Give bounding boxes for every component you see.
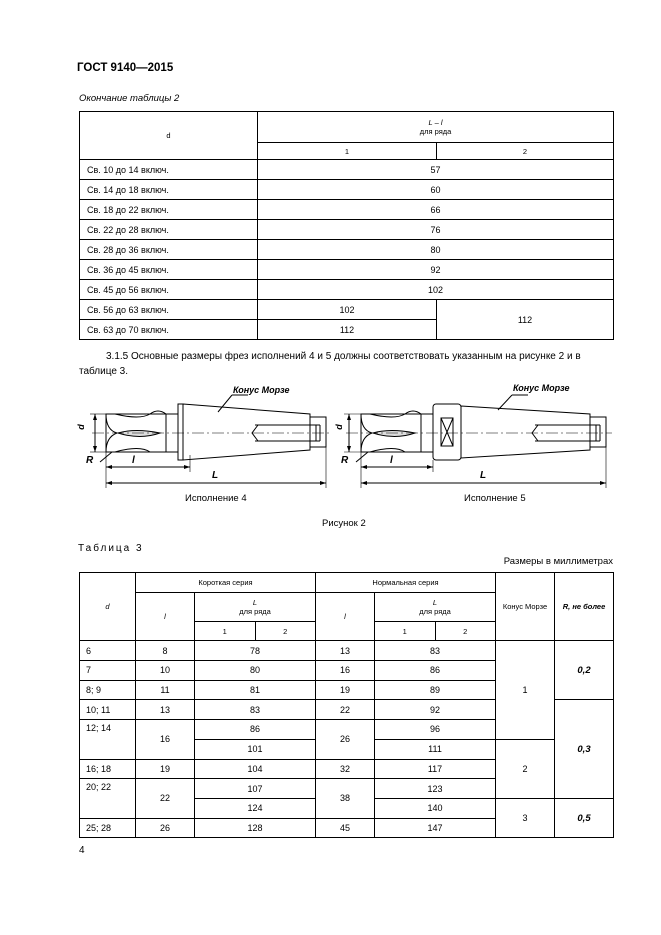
t3-L-short: 80	[195, 661, 316, 681]
t2-value-cell: 102	[258, 280, 614, 300]
v4-L-label: L	[212, 470, 219, 481]
t3-l-normal: 22	[316, 700, 375, 720]
table2-caption: Окончание таблицы 2	[79, 93, 180, 104]
t3-l-short: 13	[136, 700, 195, 720]
t3-l-normal: 16	[316, 661, 375, 681]
t2-value-cell: 102	[258, 300, 437, 320]
caption-version-5: Исполнение 5	[464, 493, 526, 504]
paragraph-3-1-5: 3.1.5 Основные размеры фрез исполнений 4 и 5 должны соответствовать указанным на рисунке 2 и в таблице 3.	[79, 351, 581, 377]
v4-morse-label: Конус Морзе	[233, 385, 290, 395]
t3-L-short: 107	[195, 779, 316, 799]
t3-L-short: 104	[195, 759, 316, 779]
t2-header-d: d	[80, 112, 258, 160]
t2-d-cell: Св. 10 до 14 включ.	[80, 160, 258, 180]
figure-2-caption: Рисунок 2	[322, 518, 366, 529]
t3-l-short: 16	[136, 720, 195, 759]
t3-d: 12; 14	[80, 720, 136, 759]
t2-d-cell: Св. 22 до 28 включ.	[80, 220, 258, 240]
t2-value-cell: 60	[258, 180, 614, 200]
t2-d-cell: Св. 18 до 22 включ.	[80, 200, 258, 220]
caption-version-4: Исполнение 4	[185, 493, 247, 504]
t2-d-cell: Св. 45 до 56 включ.	[80, 280, 258, 300]
t3-L-short: 101	[195, 739, 316, 759]
t3-h-2-short: 2	[255, 621, 316, 641]
v5-morse-label: Конус Морзе	[513, 383, 570, 393]
t3-h-l-normal: l	[316, 592, 375, 641]
v4-morse-leader	[218, 395, 248, 412]
t3-l-short: 26	[136, 818, 195, 838]
t2-header-row2: 2	[437, 143, 614, 160]
t3-L-short: 86	[195, 720, 316, 740]
t3-h-2-normal: 2	[435, 621, 496, 641]
t3-d: 20; 22	[80, 779, 136, 818]
t3-L-short: 81	[195, 680, 316, 700]
t3-l-normal: 32	[316, 759, 375, 779]
t2-value-cell: 80	[258, 240, 614, 260]
t3-L-normal: 147	[375, 818, 496, 838]
t3-l-normal: 13	[316, 641, 375, 661]
t2-value-cell: 112	[258, 320, 437, 340]
t3-d: 8; 9	[80, 680, 136, 700]
v4-l-label: l	[132, 455, 135, 466]
page-number: 4	[79, 845, 85, 856]
t2-header-L-symbol: L – l	[428, 118, 443, 127]
t3-h-row-short: для ряда	[239, 606, 271, 616]
t3-L-short: 83	[195, 700, 316, 720]
t3-l-short: 11	[136, 680, 195, 700]
table-3	[79, 572, 614, 838]
t3-h-L-short	[195, 592, 316, 621]
t3-L-normal: 140	[375, 798, 496, 818]
table-row	[80, 240, 614, 260]
table-row	[80, 180, 614, 200]
t2-merged-row2-cell: 112	[437, 300, 614, 340]
t3-h-R-text: R, не более	[562, 602, 606, 612]
cutter-version-4	[90, 395, 330, 488]
table-row	[80, 641, 614, 661]
t2-value-cell: 57	[258, 160, 614, 180]
t2-d-cell: Св. 56 до 63 включ.	[80, 300, 258, 320]
v5-d-label: d	[333, 424, 344, 430]
t3-h-R	[555, 573, 614, 641]
t3-L-short: 124	[195, 798, 316, 818]
table-2	[79, 111, 614, 340]
t3-h-1-short: 1	[195, 621, 256, 641]
t3-h-short: Короткая серия	[136, 573, 316, 593]
t3-h-row-normal: для ряда	[419, 606, 451, 616]
t3-d: 16; 18	[80, 759, 136, 779]
t3-h-d: d	[80, 573, 136, 641]
t2-value-cell: 92	[258, 260, 614, 280]
t3-morse: 3	[496, 798, 555, 837]
t3-morse: 1	[496, 641, 555, 739]
t3-l-normal: 45	[316, 818, 375, 838]
v5-l-label: l	[390, 455, 393, 466]
t2-header-row1: 1	[258, 143, 437, 160]
v4-morse-cone	[183, 404, 310, 460]
t2-value-cell: 76	[258, 220, 614, 240]
document-header: ГОСТ 9140—2015	[77, 62, 174, 74]
v5-R-label: R	[341, 455, 349, 466]
t3-h-morse: Конус Морзе	[496, 573, 555, 641]
v5-L-label: L	[480, 470, 487, 481]
t2-d-cell: Св. 36 до 45 включ.	[80, 260, 258, 280]
t3-h-L-normal	[375, 592, 496, 621]
t3-d: 10; 11	[80, 700, 136, 720]
t3-l-short: 19	[136, 759, 195, 779]
t3-l-short: 8	[136, 641, 195, 661]
t3-L-normal: 89	[375, 680, 496, 700]
table-row	[80, 160, 614, 180]
t3-L-short: 128	[195, 818, 316, 838]
t3-R: 0,5	[555, 798, 614, 837]
t3-L-normal: 111	[375, 739, 496, 759]
t2-value-cell: 66	[258, 200, 614, 220]
table-row	[80, 220, 614, 240]
t3-d: 7	[80, 661, 136, 681]
t3-L-normal: 86	[375, 661, 496, 681]
t3-d: 25; 28	[80, 818, 136, 838]
t3-L-short: 78	[195, 641, 316, 661]
v4-tang	[310, 417, 326, 447]
t3-L-normal: 83	[375, 641, 496, 661]
t3-d: 6	[80, 641, 136, 661]
t3-h-L-normal-symbol: L	[432, 597, 438, 607]
t3-l-normal: 26	[316, 720, 375, 759]
t3-h-1-normal: 1	[375, 621, 436, 641]
t3-h-L-short-symbol: L	[252, 597, 258, 607]
t2-d-cell: Св. 28 до 36 включ.	[80, 240, 258, 260]
t3-l-normal: 19	[316, 680, 375, 700]
t2-d-cell: Св. 63 до 70 включ.	[80, 320, 258, 340]
table3-caption: Таблица 3	[78, 543, 144, 554]
v5-morse-cone	[461, 406, 590, 458]
t3-L-normal: 123	[375, 779, 496, 799]
t2-d-cell: Св. 14 до 18 включ.	[80, 180, 258, 200]
t3-L-normal: 92	[375, 700, 496, 720]
t3-h-l-short: l	[136, 592, 195, 641]
t3-l-short: 22	[136, 779, 195, 818]
units-note: Размеры в миллиметрах	[503, 556, 613, 567]
t3-l-short: 10	[136, 661, 195, 681]
v4-R-label: R	[86, 455, 94, 466]
table-row	[80, 200, 614, 220]
t3-R: 0,3	[555, 700, 614, 798]
v4-collar	[178, 404, 183, 460]
table-row	[80, 260, 614, 280]
t3-R: 0,2	[555, 641, 614, 700]
t2-header-row-label: для ряда	[419, 127, 452, 136]
v5-tang	[590, 417, 606, 447]
table-row	[80, 280, 614, 300]
t3-l-normal: 38	[316, 779, 375, 818]
v4-d-label: d	[75, 424, 86, 430]
cutter-version-5	[344, 395, 612, 488]
t3-h-normal: Нормальная серия	[316, 573, 496, 593]
t3-L-normal: 96	[375, 720, 496, 740]
t3-L-normal: 117	[375, 759, 496, 779]
table-row	[80, 300, 614, 320]
t3-morse: 2	[496, 739, 555, 798]
t2-header-L	[258, 112, 614, 143]
